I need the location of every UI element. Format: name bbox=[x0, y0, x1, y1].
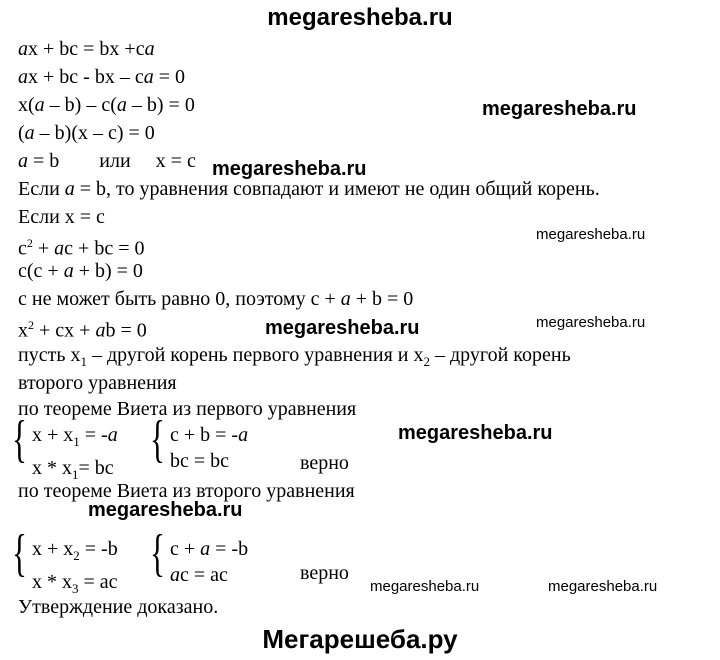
equation-line-3: x(a – b) – c(a – b) = 0 bbox=[18, 94, 195, 116]
system2-right-eq1: c + a = -b bbox=[170, 538, 249, 560]
system2-right-eq2: ac = ac bbox=[170, 564, 228, 586]
system1-right-eq1: c + b = -a bbox=[170, 424, 249, 446]
watermark-top: megaresheba.ru bbox=[267, 4, 453, 31]
system1-left bbox=[32, 422, 118, 488]
watermark-big: megaresheba.ru bbox=[265, 317, 420, 339]
equation-line-4: (a – b)(x – c) = 0 bbox=[18, 122, 155, 144]
equation-line-8: $c^2$ + ac + bc = 0 bbox=[18, 236, 145, 260]
text-line-24: Утверждение доказано. bbox=[18, 596, 219, 618]
watermark-big: megaresheba.ru bbox=[88, 499, 243, 521]
system2-right bbox=[170, 536, 248, 588]
text-line-6: Если a = b, то уравнения совпадают и имеют не один общий корень. bbox=[18, 178, 600, 200]
system1-verdict: верно bbox=[300, 452, 349, 474]
system1-left-eq1: $x + x_1 = -a$ bbox=[32, 424, 118, 449]
watermark-small: megaresheba.ru bbox=[548, 578, 658, 595]
watermark-small: megaresheba.ru bbox=[536, 314, 646, 331]
system1-left-eq2: $x * x_1=$ bc bbox=[32, 457, 114, 482]
text-line-12: пусть $x_1$ – другой корень первого уравнения и $x_2$ – другой корень bbox=[18, 344, 571, 369]
system2-left-eq1: $x + x_2 = -b$ bbox=[32, 538, 118, 563]
left-brace-icon: { bbox=[12, 411, 27, 468]
equation-line-1: ax + bc = bx +ca bbox=[18, 38, 155, 60]
equation-line-2: ax + bc - bx – ca = 0 bbox=[18, 66, 185, 88]
left-brace-icon: { bbox=[12, 525, 27, 582]
text-line-13: второго уравнения bbox=[18, 372, 177, 394]
left-brace-icon: { bbox=[150, 411, 165, 468]
equation-line-5: a = b или x = c bbox=[18, 150, 196, 172]
equation-line-9: c(c + a + b) = 0 bbox=[18, 260, 143, 282]
system2-left-eq2: x * $x_3$ = ac bbox=[32, 571, 118, 596]
watermark-big: megaresheba.ru bbox=[212, 158, 367, 180]
text-line-10: c не может быть равно 0, поэтому c + a + b = 0 bbox=[18, 288, 414, 310]
system2-left bbox=[32, 536, 118, 602]
watermark-big: megaresheba.ru bbox=[482, 98, 637, 120]
watermark-bottom: Мегарешеба.ру bbox=[262, 624, 458, 654]
text-line-19: по теореме Виета из второго уравнения bbox=[18, 480, 355, 502]
watermark-small: megaresheba.ru bbox=[370, 578, 480, 595]
text-line-14: по теореме Виета из первого уравнения bbox=[18, 398, 357, 420]
watermark-big: megaresheba.ru bbox=[398, 422, 553, 444]
watermark-small: megaresheba.ru bbox=[536, 226, 646, 243]
system2-verdict: верно bbox=[300, 562, 349, 584]
system1-right bbox=[170, 422, 248, 474]
system1-right-eq2: bc = bc bbox=[170, 450, 230, 472]
text-line-7: Если x = c bbox=[18, 206, 105, 228]
left-brace-icon: { bbox=[150, 525, 165, 582]
equation-line-11: $x^2$ + cx + ab = 0 bbox=[18, 318, 147, 342]
